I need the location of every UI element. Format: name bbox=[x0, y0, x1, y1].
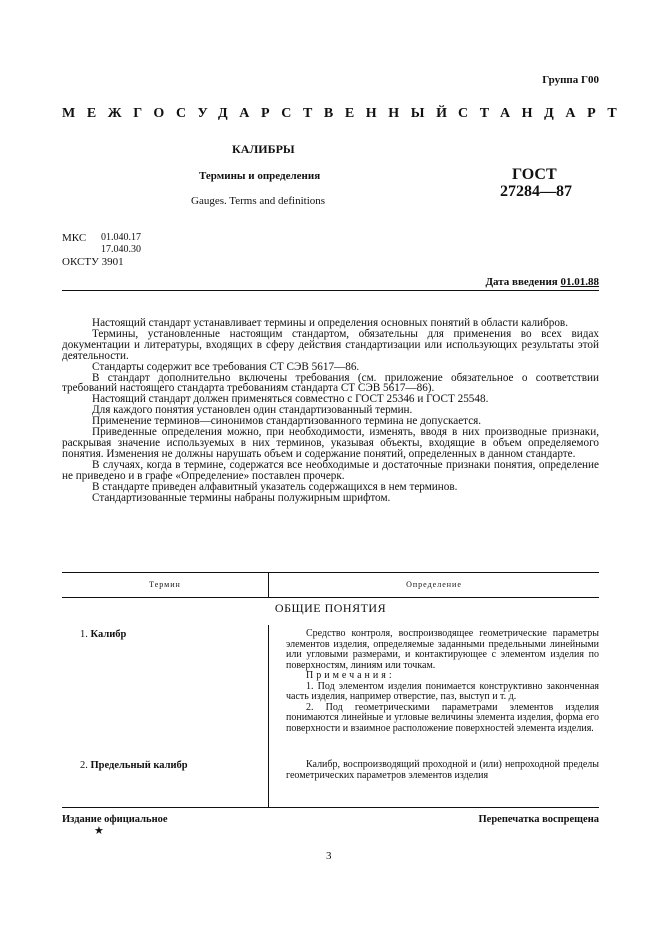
intro-paragraph: Настоящий стандарт устанавливает термины и определения основных понятий в области калибров. bbox=[92, 317, 569, 329]
intro-paragraph: Термины, установленные настоящим стандартом, обязательны для применения во всех видах документации и литературы, входящих в сферу действия стандартизации или использующих результаты этой деятельности. bbox=[62, 327, 599, 362]
date-rule bbox=[62, 290, 599, 291]
table-row-definition bbox=[286, 629, 599, 734]
section-heading: ОБЩИЕ ПОНЯТИЯ bbox=[274, 601, 387, 615]
effective-date-value: 01.01.88 bbox=[560, 276, 599, 288]
term-name: Предельный калибр bbox=[90, 760, 188, 771]
standard-type-left: МЕЖГОСУДАРСТВЕННЫЙ bbox=[62, 106, 459, 121]
group-code: Группа Г00 bbox=[542, 74, 599, 86]
definition-text: Средство контроля, воспроизводящее геометрические параметры элементов изделия, определяемые заданными предельными линейными или угловыми размерами, и контактирующее с элементом изделия по поверхностям, линиям или точкам. bbox=[286, 628, 599, 671]
note-text: 1. Под элементом изделия понимается конструктивно законченная часть изделия, например отверстие, паз, выступ и т. д. bbox=[286, 680, 599, 702]
term-name: Калибр bbox=[90, 629, 127, 640]
intro-paragraph: Стандартизованные термины набраны полужирным шрифтом. bbox=[92, 491, 391, 504]
intro-paragraph: Приведенные определения можно, при необходимости, изменять, вводя в них производные признаки, раскрывая значение используемых в них терминов, указывая объекты, входящие в объем определяемого понятия. Изменения не должны нарушать объем и содержание понятий, определенных в данном стандарте. bbox=[62, 426, 599, 460]
gost-label: ГОСТ bbox=[512, 166, 557, 183]
mks-label: МКС bbox=[62, 232, 87, 244]
term-number: 2. bbox=[80, 760, 88, 771]
column-divider bbox=[268, 625, 269, 807]
mks-code-1: 01.040.17 bbox=[101, 232, 141, 243]
intro-paragraph: В стандарт дополнительно включены требования (см. приложение обязательное о соответствии требований настоящего стандарта требованиям стандарта СТ СЭВ 5617—86). bbox=[62, 371, 599, 395]
official-edition-note: Издание официальное bbox=[62, 814, 168, 825]
english-title: Gauges. Terms and definitions bbox=[191, 195, 326, 207]
effective-date bbox=[485, 276, 599, 288]
table-row-term bbox=[80, 629, 126, 640]
notes-label: Примечания: bbox=[306, 670, 395, 681]
gost-number: 27284—87 bbox=[500, 183, 572, 200]
effective-date-label: Дата введения bbox=[485, 276, 558, 288]
intro-text bbox=[62, 318, 599, 503]
intro-paragraph: Настоящий стандарт должен применяться совместно с ГОСТ 25346 и ГОСТ 25548. bbox=[92, 393, 489, 406]
note-text: 2. Под геометрическими параметрами элементов изделия понимаются линейные и угловые величины элемента изделия, форма его поверхности и взаимное расположение поверхностей элемента изделия. bbox=[286, 701, 599, 734]
term-number: 1. bbox=[80, 629, 88, 640]
mks-code-2: 17.040.30 bbox=[101, 244, 141, 255]
column-header-definition: Определение bbox=[406, 580, 462, 589]
table-row-term bbox=[80, 760, 188, 771]
page-number: 3 bbox=[326, 850, 332, 862]
star-icon: ★ bbox=[94, 825, 104, 837]
standard-type-right: СТАНДАРТ bbox=[458, 106, 629, 121]
intro-paragraph: Стандарты содержит все требования СТ СЭВ 5617—86. bbox=[92, 360, 360, 373]
okstu-code: ОКСТУ 3901 bbox=[62, 256, 124, 268]
intro-paragraph: В случаях, когда в термине, содержатся все необходимые и достаточные признаки понятия, определение не приведено и в графе «Определение» поставлен прочерк. bbox=[62, 458, 599, 482]
reprint-prohibited-note: Перепечатка воспрещена bbox=[478, 814, 599, 825]
table-header bbox=[62, 573, 599, 598]
intro-paragraph: Для каждого понятия установлен один стандартизованный термин. bbox=[92, 404, 413, 417]
document-subtitle: Термины и определения bbox=[199, 170, 321, 182]
document-title: КАЛИБРЫ bbox=[232, 142, 295, 156]
terms-table bbox=[62, 572, 599, 808]
column-header-term: Термин bbox=[62, 573, 269, 597]
intro-paragraph: В стандарте приведен алфавитный указатель содержащихся в нем терминов. bbox=[92, 480, 458, 493]
intro-paragraph: Применение терминов—синонимов стандартизованного термина не допускается. bbox=[92, 415, 482, 428]
table-row-definition bbox=[286, 760, 599, 781]
definition-text: Калибр, воспроизводящий проходной и (или) непроходной пределы геометрических параметров элементов изделия bbox=[286, 759, 599, 781]
